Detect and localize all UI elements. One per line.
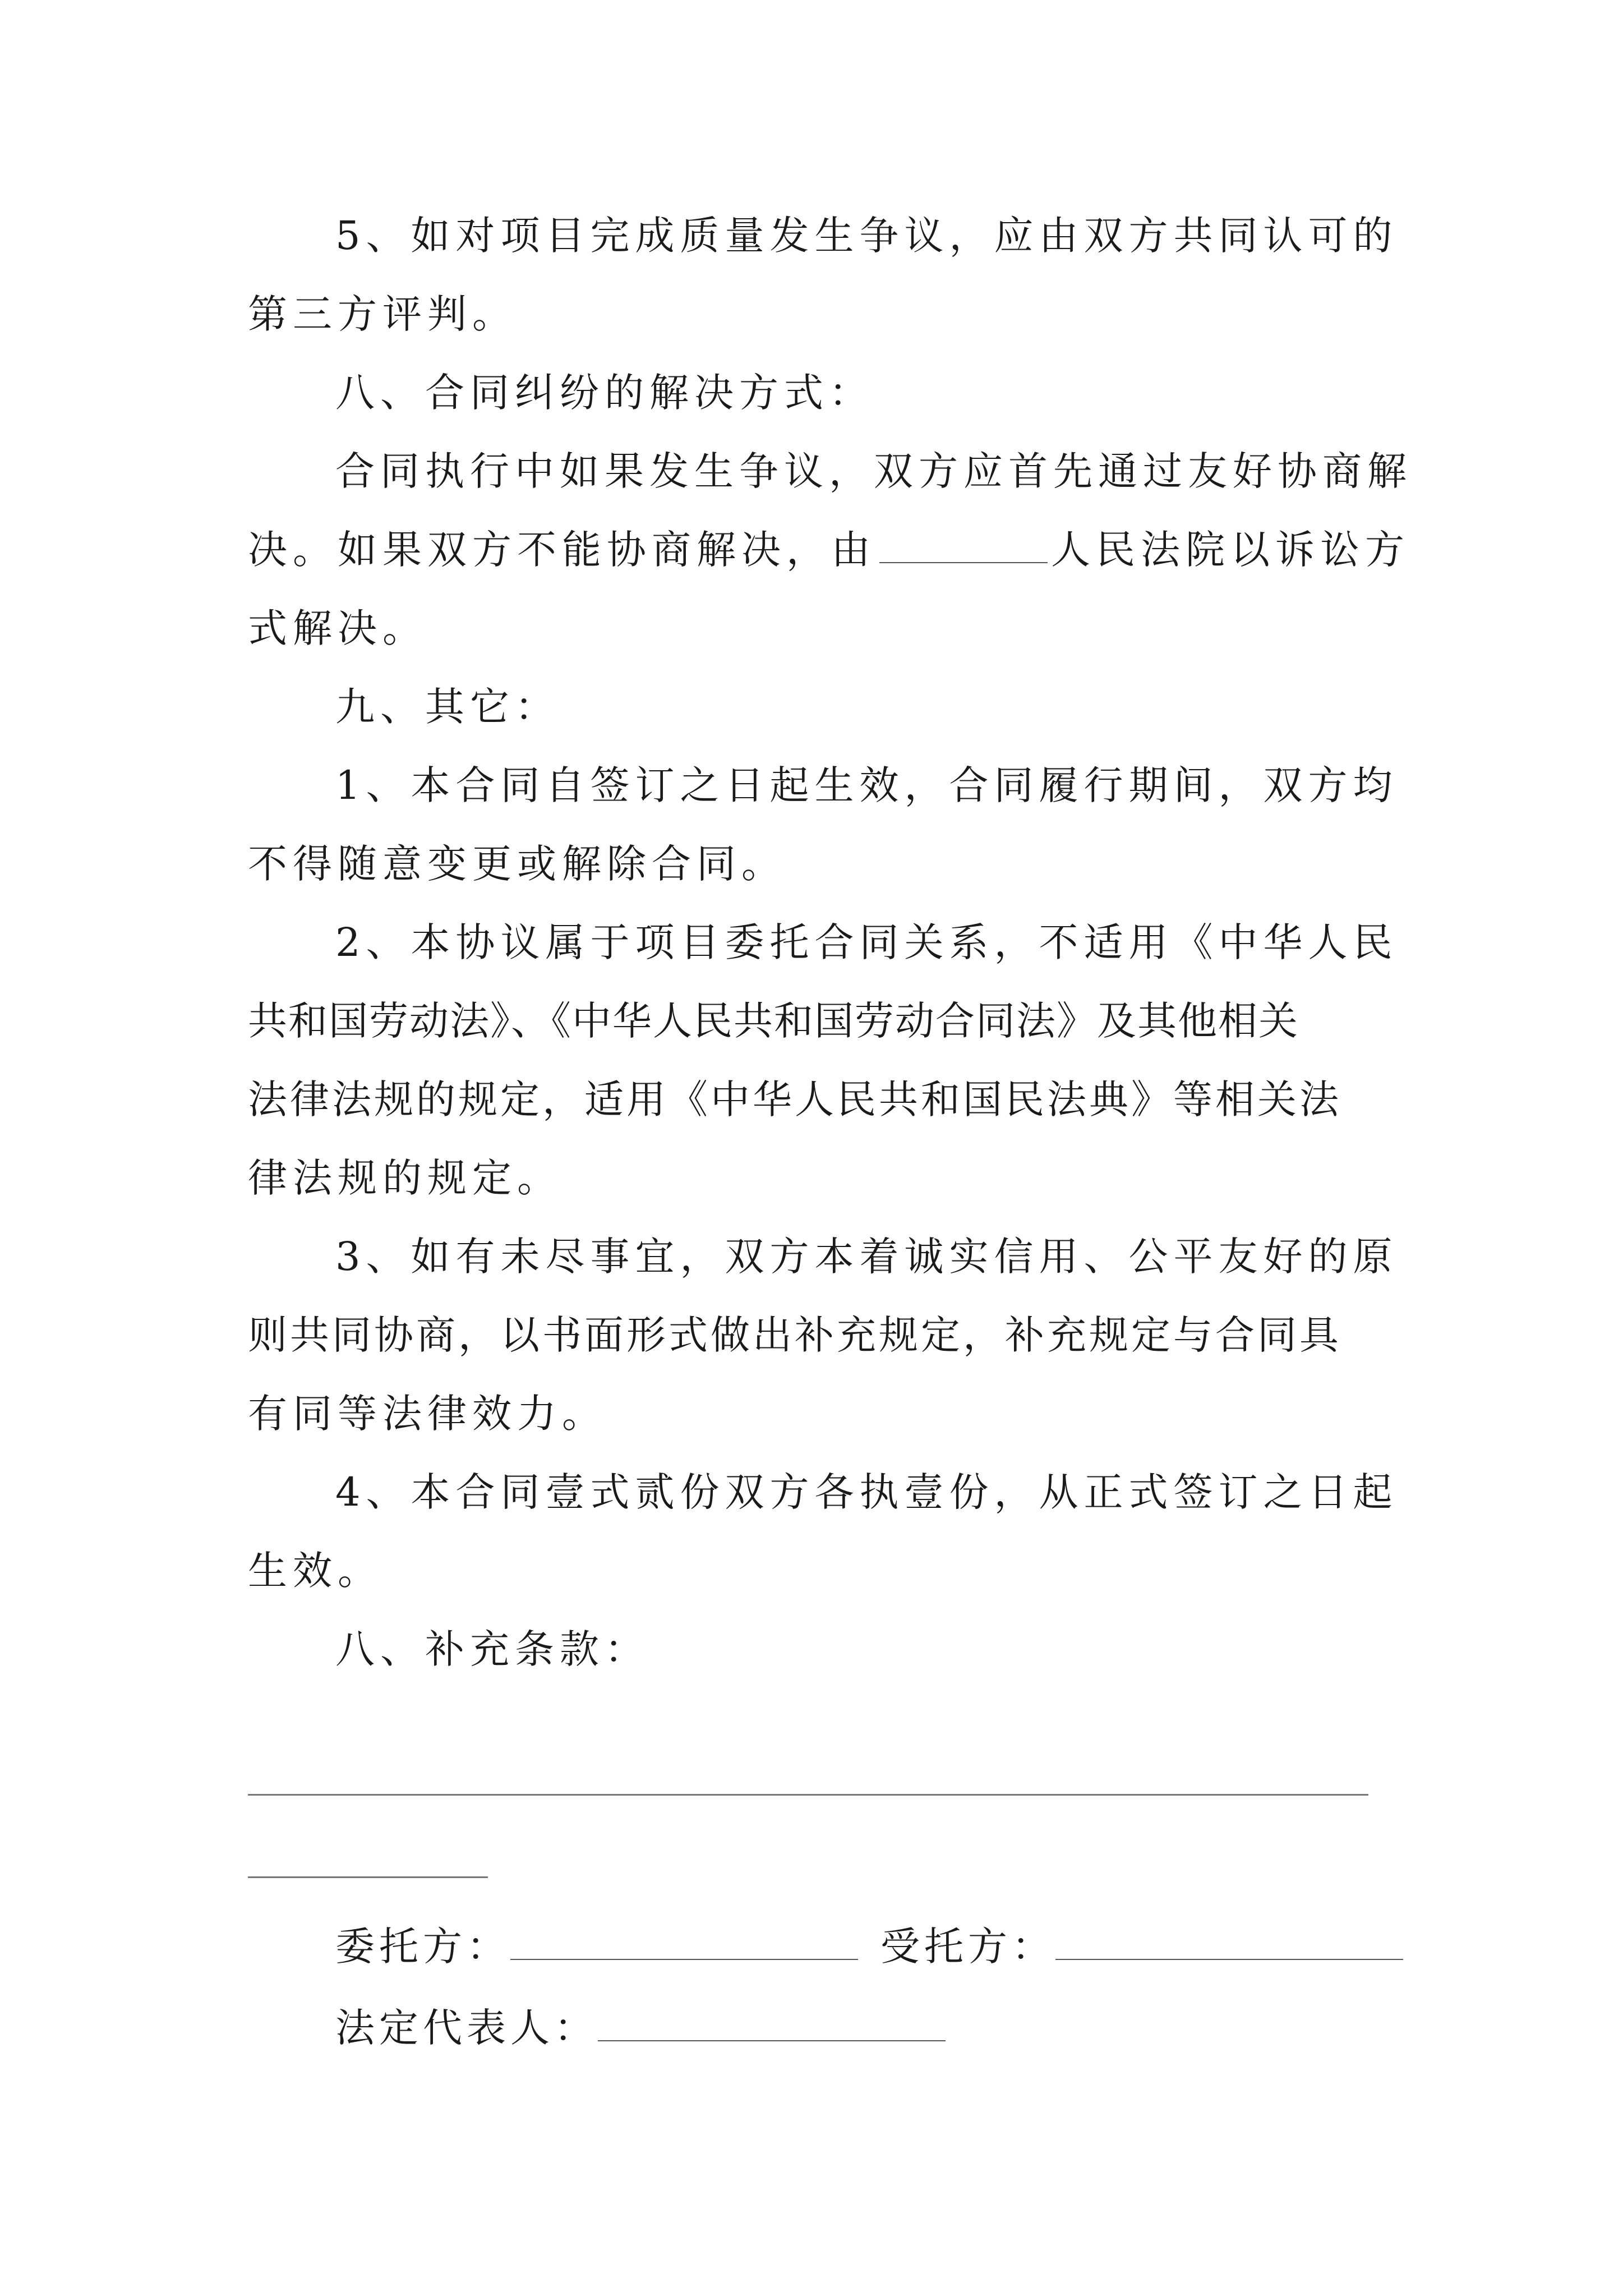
section-supplement-heading: 八、补充条款： [335,1626,649,1672]
dispute-line-2-after: 人民法院以诉讼方 [1051,527,1410,573]
legal-rep-signature-blank[interactable] [598,2003,946,2041]
contractor-signature-blank[interactable] [1055,1922,1403,1960]
dispute-line-3: 式解决。 [248,605,427,651]
other-2-line-2: 共和国劳动法》、《中华人民共和国劳动合同法》及其他相关 [248,998,1299,1044]
other-2-line-3: 法律法规的规定，适用《中华人民共和国民法典》等相关法 [248,1076,1341,1122]
supplement-blank-line-2[interactable] [248,1876,488,1878]
dispute-line-2 [248,510,1410,589]
signature-row-parties [335,1907,1403,1986]
legal-rep-label: 法定代表人： [335,2005,598,2051]
client-signature-blank[interactable] [510,1922,858,1960]
clause-5-line-2: 第三方评判。 [248,291,517,337]
other-4-line-2: 生效。 [248,1548,382,1594]
other-3-line-1: 3、如有未尽事宜，双方本着诚实信用、公平友好的原 [335,1234,1398,1280]
supplement-blank-line-1[interactable] [248,1794,1368,1796]
contractor-label: 受托方： [880,1924,1055,1970]
other-2-line-1: 2、本协议属于项目委托合同关系，不适用《中华人民 [335,919,1398,965]
court-name-blank[interactable] [879,525,1048,563]
other-1-line-2: 不得随意变更或解除合同。 [248,841,786,887]
section-dispute-heading: 八、合同纠纷的解决方式： [335,370,874,416]
other-3-line-3: 有同等法律效力。 [248,1391,607,1437]
clause-5-line-1: 5、如对项目完成质量发生争议，应由双方共同认可的 [335,213,1398,259]
client-label: 委托方： [335,1924,510,1970]
other-2-line-4: 律法规的规定。 [248,1155,562,1201]
signature-row-legal-rep [335,1989,946,2067]
contract-body [248,196,1412,1688]
dispute-line-1: 合同执行中如果发生争议，双方应首先通过友好协商解 [335,448,1412,494]
dispute-line-2-before: 决。如果双方不能协商解决，由 [248,527,876,573]
other-1-line-1: 1、本合同自签订之日起生效，合同履行期间，双方均 [335,762,1398,808]
section-other-heading: 九、其它： [335,684,560,730]
other-3-line-2: 则共同协商，以书面形式做出补充规定，补充规定与合同具 [248,1312,1341,1358]
other-4-line-1: 4、本合同壹式贰份双方各执壹份，从正式签订之日起 [335,1469,1398,1515]
